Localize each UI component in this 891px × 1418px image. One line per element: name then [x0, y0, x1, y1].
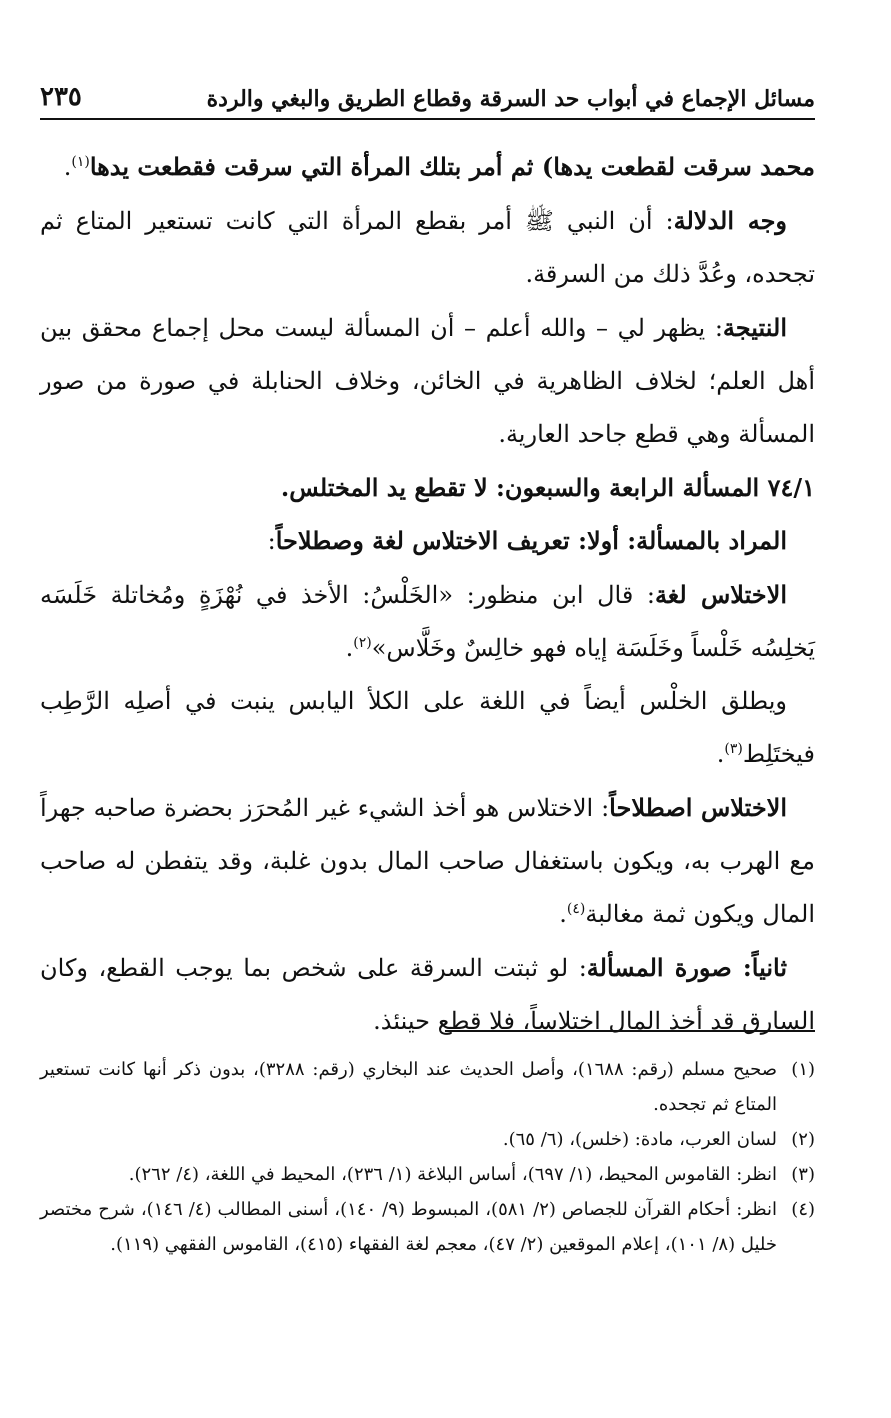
meaning-label: المراد بالمسألة: أولا: تعريف الاختلاس لغة وصطلاحاً [275, 526, 787, 555]
footnote-ref-2[interactable]: (٢) [353, 635, 372, 651]
evidence-label: وجه الدلالة [673, 206, 788, 235]
paragraph-end: . [716, 740, 725, 768]
paragraph-evidence [40, 194, 815, 301]
technical-label: الاختلاس اصطلاحاً [609, 793, 788, 822]
page-number: ٢٣٥ [40, 82, 82, 112]
paragraph-text: : [267, 527, 276, 555]
footnote-text: لسان العرب، مادة: (خلس)، (٦/ ٦٥). [502, 1129, 777, 1150]
paragraph-text: : أن النبي ﷺ أمر بقطع المرأة التي كانت تستعير المتاع ثم تجحده، وعُدَّ ذلك من السرقة. [40, 207, 815, 288]
footnote-number: (٢) [791, 1129, 815, 1150]
footnote-3 [40, 1157, 815, 1192]
footnote-number: (٣) [791, 1164, 815, 1185]
paragraph-end: . [559, 900, 567, 928]
page-body [40, 140, 815, 1048]
footnote-number: (١) [791, 1059, 816, 1080]
paragraph-end: . [63, 153, 72, 181]
paragraph-linguistic-extra [40, 675, 815, 781]
footnotes [40, 1052, 815, 1262]
paragraph-meaning [40, 514, 815, 568]
paragraph-text: : لو ثبتت السرقة على شخص بما يوجب القطع، وكان السارق قد أخذ المال اختلاساً، فلا قطع حينئذ. [40, 954, 815, 1035]
paragraph-text: : قال ابن منظور: «الخَلْسُ: الأخذ في نُهْزَةٍ ومُخاتلة خَلَسَه يَخلِسُه خَلْساً وخَلَسَة إياه فهو خالِسٌ وخَلَّاس» [40, 581, 815, 662]
footnote-text: صحيح مسلم (رقم: ١٦٨٨)، وأصل الحديث عند البخاري (رقم: ٣٢٨٨)، بدون ذكر أنها كانت تستعير المتاع ثم تجحده. [40, 1059, 778, 1115]
paragraph-end: . [345, 634, 354, 662]
case-label: ثانياً: صورة المسألة [586, 953, 788, 982]
linguistic-label: الاختلاس لغة [654, 580, 787, 609]
paragraph-result [40, 301, 815, 461]
footnote-1 [40, 1052, 815, 1122]
footnote-4 [40, 1192, 815, 1262]
paragraph-text: : الاختلاس هو أخذ الشيء غير المُحرَز بحضرة صاحبه جهراً مع الهرب به، ويكون باستغفال صاحب المال بدون غلبة، وقد يتفطن له صاحب المال ويكون ثمة مغالبة [40, 794, 815, 928]
footnote-number: (٤) [791, 1199, 816, 1220]
footnote-text: انظر: أحكام القرآن للجصاص (٢/ ٥٨١)، المبسوط (٩/ ١٤٠)، أسنى المطالب (٤/ ١٤٦)، شرح مختصر خليل (٨/ ١٠١)، إعلام الموقعين (٢/ ٤٧)، معجم لغة الفقهاء (٤١٥)، القاموس الفقهي (١١٩). [40, 1199, 778, 1255]
paragraph-technical [40, 781, 815, 941]
footnote-ref-4[interactable]: (٤) [566, 901, 586, 917]
footnote-ref-3[interactable]: (٣) [724, 741, 743, 757]
running-header [40, 62, 815, 120]
paragraph-text: ويطلق الخلْس أيضاً في اللغة على الكلأ اليابس ينبت في أصلِه الرَّطِب فيختَلِط [40, 687, 815, 768]
issue-heading: ٧٤/١ المسألة الرابعة والسبعون: لا تقطع يد المختلس. [280, 473, 815, 502]
paragraph-1 [40, 140, 815, 194]
paragraph-text: محمد سرقت لقطعت يدها) ثم أمر بتلك المرأة التي سرقت فقطعت يدها [89, 152, 815, 181]
running-title: مسائل الإجماع في أبواب حد السرقة وقطاع الطريق والبغي والردة [206, 86, 815, 112]
footnote-ref-1[interactable]: (١) [71, 154, 90, 170]
result-label: النتيجة [722, 313, 787, 342]
paragraph-linguistic [40, 568, 815, 675]
paragraph-text: : يظهر لي – والله أعلم – أن المسألة ليست محل إجماع محقق بين أهل العلم؛ لخلاف الظاهرية في الخائن، وخلاف الحنابلة في صورة من صور المسألة وهي قطع جاحد العارية. [40, 314, 815, 448]
footnote-divider [445, 1030, 815, 1032]
footnote-text: انظر: القاموس المحيط، (١/ ٦٩٧)، أساس البلاغة (١/ ٢٣٦)، المحيط في اللغة، (٤/ ٢٦٢). [128, 1164, 777, 1185]
footnote-2 [40, 1122, 815, 1157]
